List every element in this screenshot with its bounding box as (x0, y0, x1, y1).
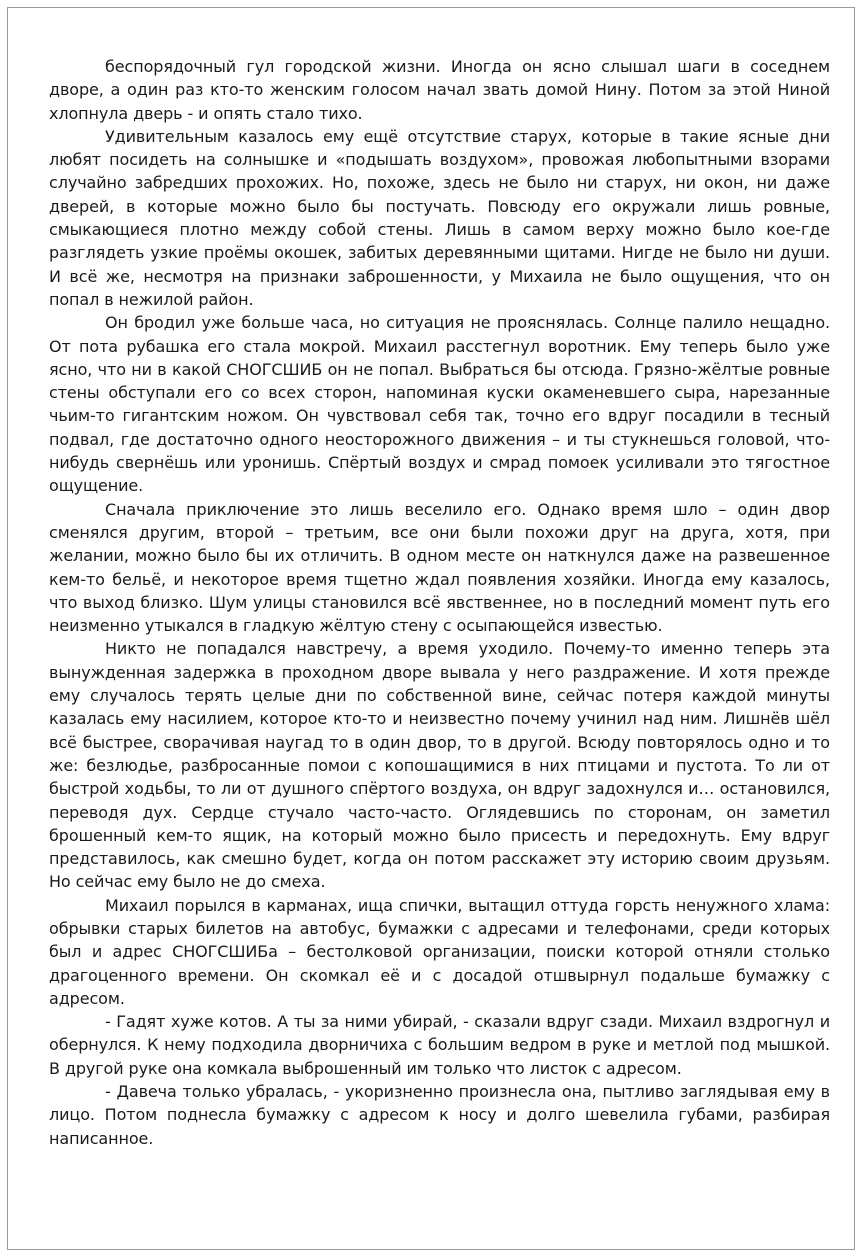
paragraph-6: Михаил порылся в карманах, ища спички, вытащил оттуда горсть ненужного хлама: обрывки старых билетов на автобус, бумажки с адресами и телефонами, среди которых был и адрес СНОГСШИБа – бестолковой организации, поиски которой отняли столько драгоценного времени. Он скомкал её и с досадой отшвырнул подальше бумажку с адресом. (49, 895, 830, 1008)
paragraph-3: Он бродил уже больше часа, но ситуация не прояснялась. Солнце палило нещадно. От пота рубашка его стала мокрой. Михаил расстегнул воротник. Ему теперь было уже ясно, что ни в какой СНОГСШИБ он не попал. Выбраться бы отсюда. Грязно-жёлтые ровные стены обступали его со всех сторон, напоминая куски окаменевшего сыра, нарезанные чьим-то гигантским ножом. Он чувствовал себя так, точно его вдруг посадили в тесный подвал, где достаточно одного неосторожного движения – и ты стукнешься головой, что-нибудь свернёшь или уронишь. Спёртый воздух и смрад помоек усиливали это тягостное ощущение. (49, 313, 830, 496)
paragraph-1: беспорядочный гул городской жизни. Иногда он ясно слышал шаги в соседнем дворе, а один раз кто-то женским голосом начал звать домой Нину. Потом за этой Ниной хлопнула дверь - и опять стало тихо. (49, 57, 830, 123)
paragraph-4: Сначала приключение это лишь веселило его. Однако время шло – один двор сменялся другим, второй – третьим, все они были похожи друг на друга, хотя, при желании, можно было бы их отличить. В одном месте он наткнулся даже на развешенное кем-то бельё, и некоторое время тщетно ждал появления хозяйки. Иногда ему казалось, что выход близко. Шум улицы становился всё явственнее, но в последний момент путь его неизменно утыкался в гладкую жёлтую стену с осыпающейся известью. (49, 499, 830, 636)
paragraph-2: Удивительным казалось ему ещё отсутствие старух, которые в такие ясные дни любят посидеть на солнышке и «подышать воздухом», провожая любопытными взорами случайно забредших прохожих. Но, похоже, здесь не было ни старух, ни окон, ни даже дверей, в которые можно было бы постучать. Повсюду его окружали лишь ровные, смыкающиеся плотно между собой стены. Лишь в самом верху можно было кое-где разглядеть узкие проёмы окошек, забитых деревянными щитами. Нигде не было ни души. И всё же, несмотря на признаки заброшенности, у Михаила не было ощущения, что он попал в нежилой район. (49, 126, 830, 309)
paragraph-5: Никто не попадался навстречу, а время уходило. Почему-то именно теперь эта вынужденная задержка в проходном дворе вывала у него раздражение. И хотя прежде ему случалось терять целые дни по собственной вине, сейчас потеря каждой минуты казалась ему насилием, которое кто-то и неизвестно почему учинил над ним. Лишнёв шёл всё быстрее, сворачивая наугад то в один двор, то в другой. Всюду повторялось одно и то же: безлюдье, разбросанные помои с копошащимися в них птицами и пустота. То ли от быстрой ходьбы, то ли от душного спёртого воздуха, он вдруг задохнулся и… остановился, переводя дух. Сердце стучало часто-часто. Оглядевшись по сторонам, он заметил брошенный кем-то ящик, на который можно было присесть и передохнуть. Ему вдруг представилось, как смешно будет, когда он потом расскажет эту историю своим друзьям. Но сейчас ему было не до смеха. (49, 639, 830, 892)
page-frame (7, 7, 855, 1250)
document-body (49, 55, 830, 1150)
paragraph-7: - Гадят хуже котов. А ты за ними убирай, - сказали вдруг сзади. Михаил вздрогнул и обернулся. К нему подходила дворничиха с большим ведром в руке и метлой под мышкой. В другой руке она комкала выброшенный им только что листок с адресом. (49, 1012, 830, 1078)
paragraph-8: - Давеча только убралась, - укоризненно произнесла она, пытливо заглядывая ему в лицо. Потом поднесла бумажку с адресом к носу и долго шевелила губами, разбирая написанное. (49, 1082, 830, 1148)
